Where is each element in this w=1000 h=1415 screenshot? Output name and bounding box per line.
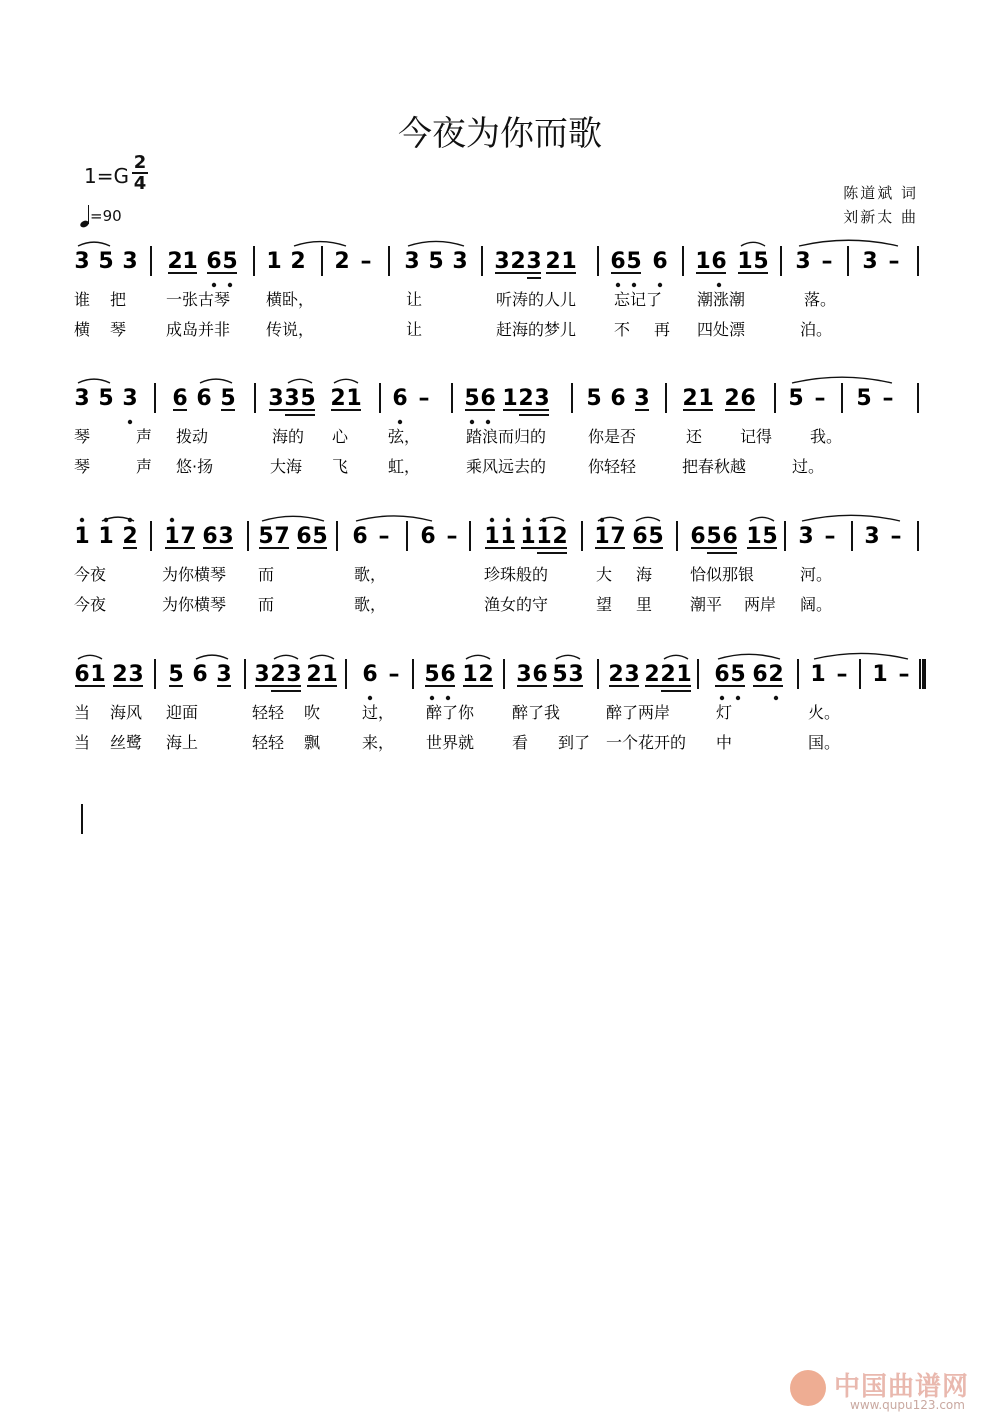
lyric-verse2: 渔女的守 — [484, 595, 549, 614]
note: 6 — [440, 662, 456, 687]
rest-dash: – — [836, 662, 848, 687]
lyric-verse1: 歌， — [354, 565, 387, 584]
lyric-verse2: 潮平 — [690, 595, 723, 614]
note: 6 — [532, 662, 548, 687]
note: 2 — [306, 662, 322, 687]
lyric-verse1: 大 — [596, 565, 613, 584]
note: 6 — [480, 386, 496, 411]
note: 7 — [610, 524, 626, 549]
note: 2 — [545, 249, 561, 274]
note: 3 — [798, 524, 814, 549]
lyric-verse2: 一个花开的 — [606, 733, 687, 752]
lyric-verse1: 海风 — [110, 703, 143, 722]
note: 6 — [752, 662, 768, 687]
lyric-verse2: 过。 — [792, 457, 825, 476]
note: 6 — [690, 524, 706, 549]
note: 1 — [676, 662, 692, 687]
lyric-verse1: 琴 — [74, 427, 91, 446]
note: 3 — [795, 249, 811, 274]
rest-dash: – — [821, 249, 833, 274]
note: 3 — [568, 662, 584, 687]
note: 3 — [634, 386, 650, 411]
key-signature: 1=G — [84, 164, 129, 188]
watermark-name: 中国曲谱网 — [834, 1372, 970, 1402]
octave-dot-above — [170, 518, 174, 522]
lyric-verse2: 来， — [362, 733, 395, 752]
note: 5 — [626, 249, 642, 274]
note: 6 — [362, 662, 378, 687]
slur-tie — [750, 517, 774, 521]
lyric-verse2: 让 — [406, 320, 423, 339]
octave-dot-below — [616, 283, 620, 287]
lyric-verse2: 飞 — [332, 457, 349, 476]
lyric-verse2: 而 — [258, 595, 275, 614]
lyric-verse1: 火。 — [808, 703, 841, 722]
note: 1 — [746, 524, 762, 549]
note: 3 — [284, 386, 300, 411]
octave-dot-below — [228, 283, 232, 287]
time-signature-top: 2 — [133, 152, 147, 173]
note: 6 — [420, 524, 436, 549]
note: 6 — [296, 524, 312, 549]
lyric-verse1: 海的 — [272, 427, 305, 446]
note: 6 — [172, 386, 188, 411]
note: 5 — [168, 662, 184, 687]
lyric-verse2: 成岛并非 — [166, 320, 231, 339]
note: 1 — [90, 662, 106, 687]
lyric-verse2: 看 — [512, 733, 529, 752]
octave-dot-below — [430, 696, 434, 700]
composer-credit: 刘新太 曲 — [843, 208, 918, 226]
lyric-verse1: 珍珠般的 — [484, 565, 549, 584]
note: 1 — [164, 524, 180, 549]
note: 1 — [322, 662, 338, 687]
slur-tie — [334, 379, 358, 383]
slur-tie — [408, 241, 464, 246]
note: 3 — [74, 249, 90, 274]
watermark — [790, 1366, 1000, 1415]
note: 6 — [610, 386, 626, 411]
site-logo-icon — [790, 1370, 826, 1406]
note: 2 — [552, 524, 568, 549]
lyric-verse2: 大海 — [270, 457, 303, 476]
note: 5 — [586, 386, 602, 411]
octave-dot-below — [658, 283, 662, 287]
octave-dot-below — [720, 696, 724, 700]
lyric-verse2: 悠·扬 — [176, 457, 214, 476]
slur-tie — [792, 377, 892, 383]
lyric-verse2: 中 — [716, 733, 733, 752]
rest-dash: – — [824, 524, 836, 549]
note: 1 — [695, 249, 711, 274]
note: 1 — [698, 386, 714, 411]
note: 1 — [737, 249, 753, 274]
note: 2 — [518, 386, 534, 411]
octave-dot-above — [490, 518, 494, 522]
note: 6 — [711, 249, 727, 274]
rest-dash: – — [418, 386, 430, 411]
lyric-verse2: 望 — [596, 595, 613, 614]
note: 5 — [788, 386, 804, 411]
note: 5 — [856, 386, 872, 411]
rest-dash: – — [882, 386, 894, 411]
lyric-verse1: 河。 — [800, 565, 833, 584]
lyric-verse2: 国。 — [808, 733, 841, 752]
note: 2 — [768, 662, 784, 687]
slur-tie — [799, 240, 898, 246]
octave-dot-below — [212, 283, 216, 287]
note: 3 — [494, 249, 510, 274]
note: 3 — [452, 249, 468, 274]
lyric-verse2: 再 — [654, 320, 671, 339]
note: 3 — [864, 524, 880, 549]
slur-tie — [636, 517, 660, 521]
note: 3 — [254, 662, 270, 687]
slur-tie — [294, 242, 346, 246]
note: 1 — [98, 524, 114, 549]
rest-dash: – — [898, 662, 910, 687]
lyric-verse1: 吹 — [304, 703, 321, 722]
note: 6 — [632, 524, 648, 549]
octave-dot-below — [717, 283, 721, 287]
octave-dot-below — [368, 696, 372, 700]
note: 5 — [648, 524, 664, 549]
lyric-verse2: 把春秋越 — [682, 457, 747, 476]
lyric-verse1: 听涛的人儿 — [496, 290, 577, 309]
lyric-verse1: 踏浪而归的 — [466, 427, 547, 446]
lyric-verse1: 醉了两岸 — [606, 703, 671, 722]
lyric-verse2: 飘 — [304, 733, 321, 752]
slur-tie — [356, 516, 432, 521]
lyric-verse2: 你轻轻 — [588, 457, 637, 476]
note: 7 — [274, 524, 290, 549]
lyric-verse2: 不 — [614, 320, 631, 339]
note: 5 — [464, 386, 480, 411]
rest-dash: – — [890, 524, 902, 549]
lyric-verse2: 四处漂 — [697, 320, 746, 339]
note: 1 — [462, 662, 478, 687]
note: 2 — [334, 249, 350, 274]
lyric-verse1: 拨动 — [176, 427, 209, 446]
lyric-verse1: 忘记了 — [614, 290, 663, 309]
note: 5 — [300, 386, 316, 411]
lyric-verse1: 谁 — [74, 290, 91, 309]
lyric-verse2: 阔。 — [800, 595, 833, 614]
note: 3 — [526, 249, 542, 274]
note: 2 — [644, 662, 660, 687]
song-title: 今夜为你而歌 — [398, 114, 602, 154]
note: 2 — [112, 662, 128, 687]
lyric-verse2: 轻轻 — [252, 733, 285, 752]
lyric-verse1: 过， — [362, 703, 395, 722]
note: 6 — [196, 386, 212, 411]
octave-dot-above — [506, 518, 510, 522]
note: 5 — [222, 249, 238, 274]
slur-tie — [78, 655, 102, 659]
note: 6 — [206, 249, 222, 274]
lyric-verse2: 海上 — [166, 733, 199, 752]
lyric-verse1: 恰似那银 — [690, 565, 755, 584]
lyric-verse2: 赶海的梦儿 — [496, 320, 577, 339]
note: 2 — [290, 249, 306, 274]
note: 6 — [652, 249, 668, 274]
lyric-verse2: 泊。 — [800, 320, 833, 339]
octave-dot-below — [398, 420, 402, 424]
lyric-verse2: 横 — [74, 320, 91, 339]
note: 5 — [730, 662, 746, 687]
lyric-verse1: 记得 — [740, 427, 773, 446]
note: 5 — [312, 524, 328, 549]
lyric-verse1: 醉了我 — [512, 703, 561, 722]
lyric-verse2: 为你横琴 — [162, 595, 227, 614]
lyric-verse2: 里 — [636, 595, 653, 614]
note: 6 — [74, 662, 90, 687]
lyric-verse1: 落。 — [804, 290, 837, 309]
note: 1 — [536, 524, 552, 549]
note: 1 — [594, 524, 610, 549]
lyric-verse2: 声 — [136, 457, 153, 476]
note: 2 — [510, 249, 526, 274]
note: 5 — [424, 662, 440, 687]
note: 2 — [724, 386, 740, 411]
lyric-verse1: 让 — [406, 290, 423, 309]
note: 3 — [404, 249, 420, 274]
lyric-verse1: 弦， — [388, 427, 421, 446]
note: 2 — [270, 662, 286, 687]
note: 2 — [122, 524, 138, 549]
note: 3 — [516, 662, 532, 687]
octave-dot-below — [446, 696, 450, 700]
tempo-value: =90 — [90, 207, 122, 225]
slur-tie — [802, 515, 900, 521]
slur-tie — [262, 516, 324, 521]
lyric-verse2: 当 — [74, 733, 91, 752]
note: 1 — [500, 524, 516, 549]
note: 6 — [202, 524, 218, 549]
slur-tie — [200, 379, 232, 383]
lyric-verse1: 还 — [686, 427, 703, 446]
lyric-verse1: 横卧， — [266, 290, 315, 309]
octave-dot-above — [526, 518, 530, 522]
lyric-verse1: 潮涨潮 — [697, 290, 746, 309]
octave-dot-below — [632, 283, 636, 287]
note: 3 — [862, 249, 878, 274]
note: 5 — [428, 249, 444, 274]
note: 6 — [722, 524, 738, 549]
octave-dot-below — [736, 696, 740, 700]
note: 1 — [182, 249, 198, 274]
note: 3 — [534, 386, 550, 411]
watermark-url: www.qupu123.com — [850, 1398, 965, 1412]
note: 5 — [98, 249, 114, 274]
note: 6 — [352, 524, 368, 549]
note: 6 — [740, 386, 756, 411]
lyric-verse2: 乘风远去的 — [466, 457, 547, 476]
note: 3 — [122, 249, 138, 274]
lyric-verse2: 到了 — [558, 733, 591, 752]
note: 5 — [258, 524, 274, 549]
lyricist-credit: 陈道斌 词 — [843, 184, 918, 202]
slur-tie — [310, 655, 334, 659]
lyric-verse2: 传说， — [266, 320, 315, 339]
slur-tie — [288, 379, 312, 383]
octave-dot-below — [470, 420, 474, 424]
lyric-verse2: 虹， — [388, 457, 421, 476]
lyric-verse1: 灯 — [716, 703, 733, 722]
slur-tie — [78, 379, 110, 383]
lyric-verse2: 歌， — [354, 595, 387, 614]
lyric-verse1: 醉了你 — [426, 703, 475, 722]
note: 1 — [346, 386, 362, 411]
slur-tie — [664, 655, 688, 659]
lyric-verse2: 琴 — [110, 320, 127, 339]
lyric-verse1: 你是否 — [588, 427, 637, 446]
note: 5 — [98, 386, 114, 411]
note: 1 — [810, 662, 826, 687]
rest-dash: – — [378, 524, 390, 549]
lyric-verse1: 我。 — [810, 427, 843, 446]
note: 3 — [74, 386, 90, 411]
note: 3 — [286, 662, 302, 687]
slur-tie — [196, 655, 228, 659]
note: 5 — [552, 662, 568, 687]
lyric-verse2: 今夜 — [74, 595, 107, 614]
rest-dash: – — [446, 524, 458, 549]
note: 6 — [610, 249, 626, 274]
rest-dash: – — [888, 249, 900, 274]
lyric-verse2: 两岸 — [744, 595, 777, 614]
lyric-verse1: 一张古琴 — [166, 290, 231, 309]
note: 1 — [502, 386, 518, 411]
time-signature-bottom: 4 — [133, 173, 147, 194]
lyric-verse1: 当 — [74, 703, 91, 722]
note: 1 — [520, 524, 536, 549]
note: 5 — [762, 524, 778, 549]
lyric-verse1: 把 — [110, 290, 127, 309]
slur-tie — [741, 242, 765, 246]
lyric-verse2: 琴 — [74, 457, 91, 476]
lyric-verse1: 轻轻 — [252, 703, 285, 722]
lyric-verse1: 而 — [258, 565, 275, 584]
octave-dot-below — [486, 420, 490, 424]
rest-dash: – — [360, 249, 372, 274]
lyric-verse1: 迎面 — [166, 703, 199, 722]
lyric-verse2: 世界就 — [426, 733, 475, 752]
slur-tie — [274, 655, 298, 659]
note: 3 — [122, 386, 138, 411]
note: 6 — [392, 386, 408, 411]
lyric-verse1: 为你横琴 — [162, 565, 227, 584]
note: 6 — [192, 662, 208, 687]
slur-tie — [466, 655, 490, 659]
note: 1 — [484, 524, 500, 549]
lyric-verse1: 心 — [332, 427, 349, 446]
octave-dot-below — [128, 420, 132, 424]
note: 1 — [74, 524, 90, 549]
note: 7 — [180, 524, 196, 549]
lyric-verse1: 今夜 — [74, 565, 107, 584]
note: 1 — [872, 662, 888, 687]
slur-tie — [814, 653, 908, 659]
slur-tie — [718, 654, 780, 659]
note: 3 — [128, 662, 144, 687]
note: 3 — [218, 524, 234, 549]
note: 6 — [714, 662, 730, 687]
note: 2 — [660, 662, 676, 687]
lyric-verse1: 声 — [136, 427, 153, 446]
slur-tie — [78, 242, 110, 246]
note: 3 — [268, 386, 284, 411]
note: 2 — [167, 249, 183, 274]
lyric-verse2: 丝鹭 — [110, 733, 143, 752]
note: 5 — [753, 249, 769, 274]
note: 3 — [216, 662, 232, 687]
note: 2 — [478, 662, 494, 687]
note: 2 — [330, 386, 346, 411]
note: 1 — [561, 249, 577, 274]
note: 2 — [608, 662, 624, 687]
note: 2 — [682, 386, 698, 411]
slur-tie — [556, 655, 580, 659]
note: 3 — [624, 662, 640, 687]
octave-dot-below — [774, 696, 778, 700]
note: 5 — [706, 524, 722, 549]
octave-dot-above — [80, 518, 84, 522]
rest-dash: – — [814, 386, 826, 411]
lyric-verse1: 海 — [636, 565, 653, 584]
note: 5 — [220, 386, 236, 411]
rest-dash: – — [388, 662, 400, 687]
note: 1 — [266, 249, 282, 274]
